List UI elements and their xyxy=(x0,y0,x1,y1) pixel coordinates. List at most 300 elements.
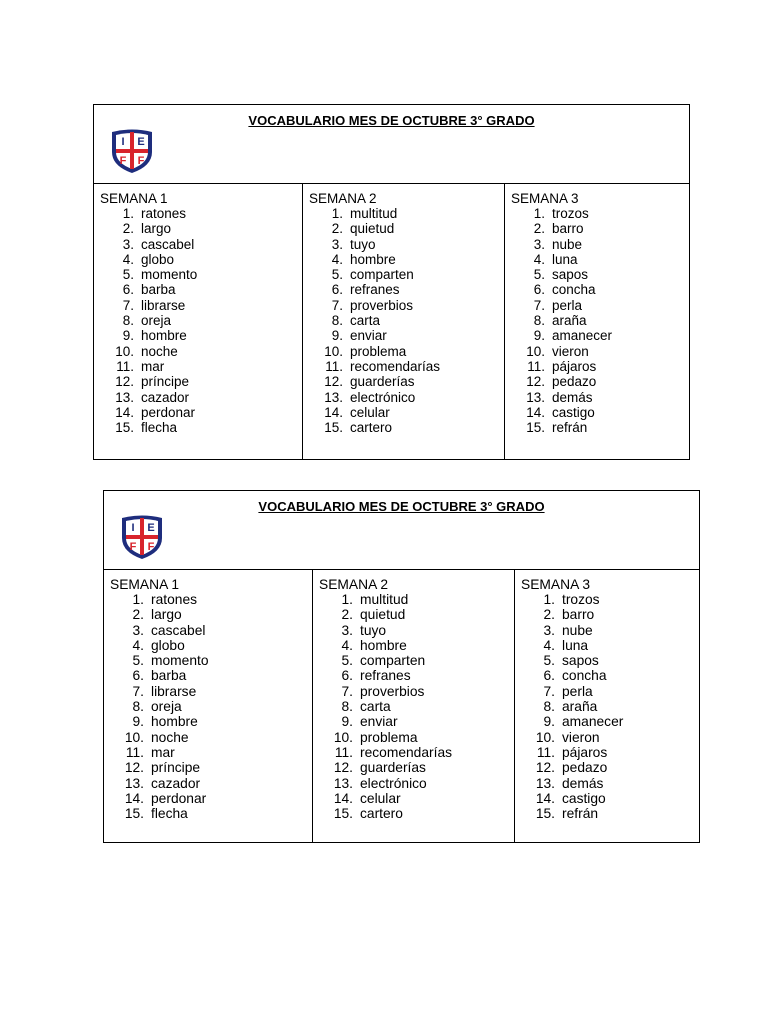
vocabulary-word: hombre xyxy=(141,328,187,344)
list-item xyxy=(309,344,504,359)
list-item xyxy=(319,791,514,806)
item-number: 12. xyxy=(526,374,545,390)
vocabulary-word: cascabel xyxy=(141,236,195,252)
list-item xyxy=(110,653,312,668)
item-number: 5. xyxy=(341,653,353,669)
vocabulary-word: tuyo xyxy=(350,236,376,252)
item-number: 12. xyxy=(535,760,555,776)
weeks-table xyxy=(94,184,689,459)
list-item xyxy=(511,328,689,343)
item-number: 13. xyxy=(115,389,134,405)
sheet-title: VOCABULARIO MES DE OCTUBRE 3° GRADO xyxy=(248,113,535,128)
word-list xyxy=(521,592,699,821)
list-item xyxy=(309,390,504,405)
list-item xyxy=(511,282,689,297)
list-item xyxy=(511,252,689,267)
vocabulary-word: demás xyxy=(552,389,593,405)
list-item xyxy=(110,668,312,683)
list-item xyxy=(110,730,312,745)
item-number: 4. xyxy=(132,637,144,653)
item-number: 4. xyxy=(122,251,134,267)
vocabulary-word: hombre xyxy=(151,714,198,730)
item-number: 13. xyxy=(526,389,545,405)
item-number: 6. xyxy=(543,668,555,684)
list-item xyxy=(110,592,312,607)
list-item xyxy=(309,313,504,328)
item-number: 7. xyxy=(543,683,555,699)
sheet-header xyxy=(94,105,689,184)
item-number: 6. xyxy=(122,282,134,298)
list-item xyxy=(521,745,699,760)
list-item xyxy=(110,776,312,791)
item-number: 15. xyxy=(535,806,555,822)
week-label: SEMANA 2 xyxy=(319,577,389,592)
vocabulary-word: barro xyxy=(562,607,595,623)
vocabulary-word: celular xyxy=(350,404,390,420)
item-number: 7. xyxy=(341,683,353,699)
item-number: 14. xyxy=(333,790,353,806)
list-item xyxy=(100,267,302,282)
item-number: 5. xyxy=(543,653,555,669)
list-item xyxy=(110,791,312,806)
week-label: SEMANA 3 xyxy=(521,577,591,592)
item-number: 12. xyxy=(115,374,134,390)
vocabulary-word: araña xyxy=(562,699,598,715)
item-number: 15. xyxy=(333,806,353,822)
list-item xyxy=(100,313,302,328)
list-item xyxy=(511,420,689,435)
vocabulary-word: flecha xyxy=(151,806,188,822)
week-label: SEMANA 1 xyxy=(110,577,180,592)
school-crest-icon xyxy=(110,128,154,174)
item-number: 13. xyxy=(333,775,353,791)
vocabulary-word: perdonar xyxy=(151,790,207,806)
item-number: 11. xyxy=(116,358,134,374)
item-number: 15. xyxy=(124,806,144,822)
vocabulary-word: flecha xyxy=(141,420,178,436)
vocabulary-word: hombre xyxy=(350,251,396,267)
list-item xyxy=(521,760,699,775)
item-number: 12. xyxy=(333,760,353,776)
vocabulary-word: pedazo xyxy=(562,760,608,776)
vocabulary-word: nube xyxy=(552,236,583,252)
list-item xyxy=(319,592,514,607)
list-item xyxy=(110,623,312,638)
item-number: 9. xyxy=(341,714,353,730)
vocabulary-word: castigo xyxy=(552,404,595,420)
item-number: 9. xyxy=(543,714,555,730)
vocabulary-word: guarderías xyxy=(360,760,426,776)
list-item xyxy=(521,592,699,607)
vocabulary-word: cazador xyxy=(141,389,190,405)
list-item xyxy=(511,405,689,420)
item-number: 10. xyxy=(333,729,353,745)
list-item xyxy=(110,638,312,653)
vocabulary-word: concha xyxy=(562,668,607,684)
vocabulary-word: electrónico xyxy=(350,389,416,405)
list-item xyxy=(521,791,699,806)
list-item xyxy=(309,405,504,420)
list-item xyxy=(110,607,312,622)
vocabulary-word: perla xyxy=(562,683,593,699)
vocabulary-word: nube xyxy=(562,622,593,638)
vocabulary-word: araña xyxy=(552,313,587,329)
vocabulary-word: problema xyxy=(360,729,418,745)
list-item xyxy=(100,328,302,343)
list-item xyxy=(100,282,302,297)
vocabulary-word: príncipe xyxy=(141,374,190,390)
svg-text:I: I xyxy=(121,136,125,148)
vocabulary-word: quietud xyxy=(350,221,395,237)
vocabulary-word: amanecer xyxy=(552,328,613,344)
item-number: 4. xyxy=(533,251,545,267)
item-number: 15. xyxy=(324,420,343,436)
vocabulary-word: comparten xyxy=(350,267,414,283)
list-item xyxy=(319,730,514,745)
list-item xyxy=(521,806,699,821)
item-number: 14. xyxy=(526,404,545,420)
item-number: 1. xyxy=(122,206,134,221)
vocabulary-word: castigo xyxy=(562,790,606,806)
list-item xyxy=(100,252,302,267)
list-item xyxy=(309,374,504,389)
vocabulary-word: oreja xyxy=(141,313,172,329)
list-item xyxy=(100,374,302,389)
item-number: 3. xyxy=(122,236,134,252)
item-number: 3. xyxy=(331,236,343,252)
vocabulary-word: pájaros xyxy=(562,744,608,760)
svg-text:E: E xyxy=(137,136,145,148)
list-item xyxy=(511,267,689,282)
vocabulary-word: noche xyxy=(151,729,189,745)
item-number: 3. xyxy=(341,622,353,638)
vocabulary-word: concha xyxy=(552,282,596,298)
vocabulary-word: hombre xyxy=(360,637,407,653)
vocabulary-sheet-2 xyxy=(103,490,700,843)
item-number: 13. xyxy=(324,389,343,405)
vocabulary-sheet-1 xyxy=(93,104,690,460)
item-number: 9. xyxy=(122,328,134,344)
item-number: 1. xyxy=(341,592,353,607)
item-number: 2. xyxy=(331,221,343,237)
list-item xyxy=(511,237,689,252)
list-item xyxy=(511,298,689,313)
list-item xyxy=(309,206,504,221)
item-number: 3. xyxy=(132,622,144,638)
item-number: 5. xyxy=(533,267,545,283)
vocabulary-word: proverbios xyxy=(350,297,414,313)
item-number: 3. xyxy=(543,622,555,638)
item-number: 2. xyxy=(533,221,545,237)
list-item xyxy=(309,237,504,252)
item-number: 10. xyxy=(124,729,144,745)
list-item xyxy=(319,806,514,821)
list-item xyxy=(110,806,312,821)
item-number: 4. xyxy=(341,637,353,653)
list-item xyxy=(309,298,504,313)
word-list xyxy=(110,592,312,821)
list-item xyxy=(100,359,302,374)
item-number: 15. xyxy=(115,420,134,436)
sheet-header xyxy=(104,491,699,570)
vocabulary-word: sapos xyxy=(562,653,599,669)
list-item xyxy=(511,206,689,221)
list-item xyxy=(511,344,689,359)
list-item xyxy=(521,699,699,714)
vocabulary-word: librarse xyxy=(141,297,186,313)
vocabulary-word: multitud xyxy=(350,206,398,221)
list-item xyxy=(309,328,504,343)
item-number: 7. xyxy=(331,297,343,313)
svg-text:F: F xyxy=(119,155,127,167)
svg-text:E: E xyxy=(147,522,155,534)
list-item xyxy=(511,374,689,389)
list-item xyxy=(309,252,504,267)
vocabulary-word: amanecer xyxy=(562,714,624,730)
vocabulary-word: vieron xyxy=(562,729,600,745)
item-number: 8. xyxy=(132,699,144,715)
vocabulary-word: trozos xyxy=(552,206,589,221)
list-item xyxy=(100,405,302,420)
item-number: 15. xyxy=(526,420,545,436)
vocabulary-word: celular xyxy=(360,790,401,806)
item-number: 8. xyxy=(341,699,353,715)
item-number: 8. xyxy=(533,313,545,329)
item-number: 7. xyxy=(122,297,134,313)
svg-text:F: F xyxy=(129,541,137,553)
list-item xyxy=(309,221,504,236)
item-number: 8. xyxy=(331,313,343,329)
list-item xyxy=(110,714,312,729)
week-column-2 xyxy=(302,184,504,459)
item-number: 13. xyxy=(124,775,144,791)
list-item xyxy=(110,760,312,775)
vocabulary-word: mar xyxy=(151,744,175,760)
list-item xyxy=(100,344,302,359)
item-number: 8. xyxy=(543,699,555,715)
item-number: 12. xyxy=(324,374,343,390)
item-number: 14. xyxy=(124,790,144,806)
item-number: 4. xyxy=(331,251,343,267)
vocabulary-word: momento xyxy=(151,653,209,669)
vocabulary-word: refrán xyxy=(562,806,599,822)
vocabulary-word: guarderías xyxy=(350,374,415,390)
list-item xyxy=(319,607,514,622)
item-number: 10. xyxy=(526,343,545,359)
item-number: 1. xyxy=(533,206,545,221)
list-item xyxy=(309,359,504,374)
week-column-2 xyxy=(312,570,514,842)
vocabulary-word: refranes xyxy=(360,668,411,684)
item-number: 11. xyxy=(125,744,144,760)
vocabulary-word: oreja xyxy=(151,699,182,715)
list-item xyxy=(319,638,514,653)
vocabulary-word: pájaros xyxy=(552,358,597,374)
list-item xyxy=(521,684,699,699)
vocabulary-word: cartero xyxy=(350,420,393,436)
item-number: 8. xyxy=(122,313,134,329)
vocabulary-word: cazador xyxy=(151,775,201,791)
vocabulary-word: pedazo xyxy=(552,374,597,390)
vocabulary-word: comparten xyxy=(360,653,426,669)
item-number: 6. xyxy=(341,668,353,684)
item-number: 12. xyxy=(124,760,144,776)
item-number: 2. xyxy=(132,607,144,623)
vocabulary-word: multitud xyxy=(360,592,409,607)
vocabulary-word: trozos xyxy=(562,592,600,607)
list-item xyxy=(319,699,514,714)
vocabulary-word: proverbios xyxy=(360,683,425,699)
week-column-1 xyxy=(94,184,302,459)
list-item xyxy=(511,390,689,405)
vocabulary-word: quietud xyxy=(360,607,406,623)
item-number: 7. xyxy=(132,683,144,699)
list-item xyxy=(100,237,302,252)
vocabulary-word: recomendarías xyxy=(350,358,441,374)
item-number: 11. xyxy=(334,744,353,760)
vocabulary-word: luna xyxy=(552,251,578,267)
list-item xyxy=(309,282,504,297)
list-item xyxy=(319,745,514,760)
list-item xyxy=(521,638,699,653)
vocabulary-word: mar xyxy=(141,358,165,374)
item-number: 1. xyxy=(543,592,555,607)
weeks-table xyxy=(104,570,699,842)
vocabulary-word: luna xyxy=(562,637,589,653)
list-item xyxy=(319,668,514,683)
vocabulary-word: carta xyxy=(350,313,381,329)
item-number: 11. xyxy=(527,358,545,374)
item-number: 10. xyxy=(324,343,343,359)
list-item xyxy=(100,221,302,236)
vocabulary-word: globo xyxy=(141,251,175,267)
list-item xyxy=(521,653,699,668)
vocabulary-word: electrónico xyxy=(360,775,427,791)
vocabulary-word: príncipe xyxy=(151,760,201,776)
vocabulary-word: largo xyxy=(141,221,172,237)
item-number: 10. xyxy=(535,729,555,745)
list-item xyxy=(319,653,514,668)
list-item xyxy=(521,668,699,683)
item-number: 9. xyxy=(132,714,144,730)
list-item xyxy=(319,684,514,699)
item-number: 6. xyxy=(132,668,144,684)
vocabulary-word: momento xyxy=(141,267,198,283)
list-item xyxy=(110,684,312,699)
week-label: SEMANA 2 xyxy=(309,191,377,206)
vocabulary-word: carta xyxy=(360,699,391,715)
item-number: 14. xyxy=(535,790,555,806)
item-number: 6. xyxy=(331,282,343,298)
item-number: 5. xyxy=(122,267,134,283)
list-item xyxy=(110,699,312,714)
item-number: 14. xyxy=(115,404,134,420)
list-item xyxy=(521,714,699,729)
item-number: 13. xyxy=(535,775,555,791)
list-item xyxy=(100,420,302,435)
list-item xyxy=(309,420,504,435)
list-item xyxy=(110,745,312,760)
item-number: 11. xyxy=(325,358,343,374)
item-number: 9. xyxy=(533,328,545,344)
vocabulary-word: barro xyxy=(552,221,584,237)
vocabulary-word: tuyo xyxy=(360,622,387,638)
item-number: 4. xyxy=(543,637,555,653)
vocabulary-word: perdonar xyxy=(141,404,196,420)
week-label: SEMANA 1 xyxy=(100,191,168,206)
vocabulary-word: globo xyxy=(151,637,185,653)
item-number: 11. xyxy=(536,744,555,760)
list-item xyxy=(511,313,689,328)
vocabulary-word: librarse xyxy=(151,683,197,699)
week-column-3 xyxy=(514,570,699,842)
vocabulary-word: cartero xyxy=(360,806,403,822)
list-item xyxy=(319,714,514,729)
list-item xyxy=(309,267,504,282)
vocabulary-word: refranes xyxy=(350,282,400,298)
item-number: 3. xyxy=(533,236,545,252)
item-number: 5. xyxy=(132,653,144,669)
vocabulary-word: demás xyxy=(562,775,604,791)
item-number: 14. xyxy=(324,404,343,420)
list-item xyxy=(319,760,514,775)
list-item xyxy=(100,298,302,313)
svg-text:I: I xyxy=(131,522,135,534)
sheet-title: VOCABULARIO MES DE OCTUBRE 3° GRADO xyxy=(258,499,545,514)
item-number: 6. xyxy=(533,282,545,298)
item-number: 2. xyxy=(341,607,353,623)
word-list xyxy=(319,592,514,821)
list-item xyxy=(319,776,514,791)
vocabulary-word: sapos xyxy=(552,267,589,283)
word-list xyxy=(100,206,302,435)
vocabulary-word: barba xyxy=(151,668,187,684)
item-number: 2. xyxy=(543,607,555,623)
vocabulary-word: noche xyxy=(141,343,178,359)
week-label: SEMANA 3 xyxy=(511,191,579,206)
vocabulary-word: vieron xyxy=(552,343,589,359)
item-number: 2. xyxy=(122,221,134,237)
word-list xyxy=(511,206,689,435)
vocabulary-word: enviar xyxy=(350,328,387,344)
item-number: 9. xyxy=(331,328,343,344)
list-item xyxy=(100,390,302,405)
list-item xyxy=(511,221,689,236)
vocabulary-word: ratones xyxy=(151,592,198,607)
vocabulary-word: cascabel xyxy=(151,622,206,638)
vocabulary-word: refrán xyxy=(552,420,588,436)
list-item xyxy=(521,607,699,622)
list-item xyxy=(100,206,302,221)
week-column-3 xyxy=(504,184,689,459)
svg-text:F: F xyxy=(137,155,145,167)
list-item xyxy=(521,776,699,791)
school-crest-icon xyxy=(120,514,164,560)
word-list xyxy=(309,206,504,435)
item-number: 7. xyxy=(533,297,545,313)
vocabulary-word: recomendarías xyxy=(360,744,453,760)
vocabulary-word: perla xyxy=(552,297,583,313)
svg-text:F: F xyxy=(147,541,155,553)
vocabulary-word: ratones xyxy=(141,206,187,221)
week-column-1 xyxy=(104,570,312,842)
list-item xyxy=(319,623,514,638)
item-number: 1. xyxy=(331,206,343,221)
vocabulary-word: problema xyxy=(350,343,407,359)
vocabulary-word: largo xyxy=(151,607,182,623)
list-item xyxy=(511,359,689,374)
item-number: 10. xyxy=(115,343,134,359)
